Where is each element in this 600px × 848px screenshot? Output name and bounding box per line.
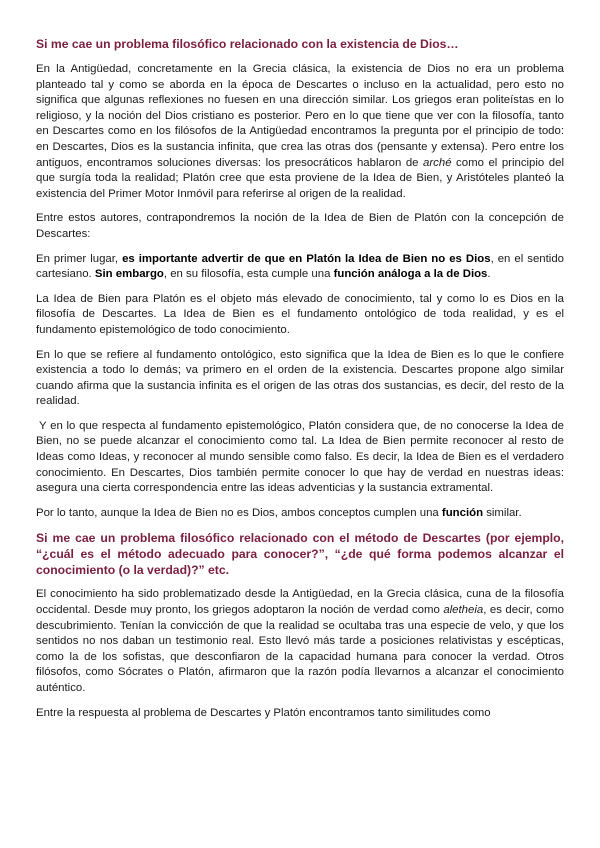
paragraph-text: , en su filosofía, esta cumple una	[163, 268, 334, 281]
paragraph-text: .	[487, 268, 491, 281]
italic-term-aletheia: aletheia	[443, 604, 484, 617]
paragraph-text: El conocimiento ha sido problematizado desde la Antigüedad, en la Grecia clásica, cuna de la filosofía occidental. Desde muy pronto, los griegos adoptaron la noción de verdad como	[36, 588, 564, 617]
bold-funcion: función	[441, 506, 484, 519]
paragraph-respuesta-truncated: Entre la respuesta al problema de Descartes y Platón encontramos tanto similitudes como	[36, 706, 491, 719]
paragraph-text: similar.	[483, 506, 522, 519]
paragraph-fundamento-epistemologico: Y en lo que respecta al fundamento epistemológico, Platón considera que, de no conocerse la Idea de Bien, no se puede alcanzar el conocimiento como tal. La Idea de Bien permite reconocer al resto de Ideas como Ideas, y reconocer al mundo sensible como falso. Es decir, la Idea de Bien es el verdadero conocimiento. En Descartes, Dios también permite conocer lo que hay de verdad en nuestras ideas: asegura una cierta correspondencia entre las ideas adventicias y la sustancia extramental.	[36, 419, 564, 495]
paragraph-conocimiento	[36, 587, 564, 696]
paragraph-text: En la Antigüedad, concretamente en la Grecia clásica, la existencia de Dios no era un problema planteado tal y como se aborda en la época de Descartes o incluso en la actualidad, pero esto no significa que algunas reflexiones no fuesen en una dirección similar. Los griegos eran politeístas en lo religioso, y la noción del Dios cristiano es posterior. Pero en lo que tiene que ver con la filosofía, tanto en Descartes como en los filósofos de la Antigüedad encontramos la pregunta por el principio de todo: en Descartes, Dios es la sustancia infinita, que crea las otras dos (pensante y extensa). Pero entre los antiguos, encontramos soluciones diversas: los presocráticos hablaron de	[36, 63, 564, 169]
paragraph-text: como el principio del que surgía toda la realidad; Platón cree que esta proviene de la Idea de Bien, y Aristóteles planteó la existencia del Primer Motor Inmóvil para referirse al origen de la realidad.	[36, 156, 564, 200]
paragraph-text: Por lo tanto, aunque la Idea de Bien no es Dios, ambos conceptos cumplen una	[36, 506, 442, 519]
paragraph-contraponer: Entre estos autores, contrapondremos la noción de la Idea de Bien de Platón con la concepción de Descartes:	[36, 212, 564, 240]
paragraph-fundamento-ontologico: En lo que se refiere al fundamento ontológico, esto significa que la Idea de Bien es lo que le confiere existencia a todo lo demás; va primero en el orden de la existencia. Descartes propone algo similar cuando afirma que la sustancia infinita es el origen de las otras dos sustancias, es decir, del resto de la realidad.	[36, 348, 564, 408]
paragraph-text: En primer lugar,	[36, 252, 123, 265]
paragraph-text: , en el sentido cartesiano.	[36, 252, 564, 281]
bold-funcion-analoga: función análoga a la de Dios	[333, 268, 488, 281]
paragraph-conclusion	[36, 506, 564, 522]
bold-statement-idea-bien: es importante advertir de que en Platón la Idea de Bien no es Dios	[122, 252, 491, 265]
italic-term-arche: arché	[423, 156, 452, 169]
section-heading-metodo-descartes: Si me cae un problema filosófico relacionado con el método de Descartes (por ejemplo, “¿cuál es el método adecuado para conocer?”, “¿de qué forma podemos alcanzar el conocimiento (o la verdad)?” etc.	[36, 531, 564, 578]
section-heading-existencia-dios: Si me cae un problema filosófico relacionado con la existencia de Dios…	[36, 37, 459, 51]
paragraph-primer-lugar	[36, 252, 564, 283]
paragraph-objeto-elevado: La Idea de Bien para Platón es el objeto más elevado de conocimiento, tal y como lo es Dios en la filosofía de Descartes. La Idea de Bien es el fundamento ontológico de toda realidad, y es el fundamento epistemológico de todo conocimiento.	[36, 292, 564, 336]
paragraph-text: , es decir, como descubrimiento. Tenían la convicción de que la realidad se ocultaba tras una especie de velo, y que los sentidos no nos daban un testimonio real. Esto llevó más tarde a posiciones relativistas y escépticas, como la de los sofistas, que desconfiaron de la capacidad humana para conocer la verdad. Otros filósofos, como Sócrates o Platón, afirmaron que la razón podía llevarnos a alcanzar el conocimiento auténtico.	[36, 604, 564, 694]
paragraph-antiguedad	[36, 62, 564, 202]
bold-sin-embargo: Sin embargo	[94, 268, 164, 281]
